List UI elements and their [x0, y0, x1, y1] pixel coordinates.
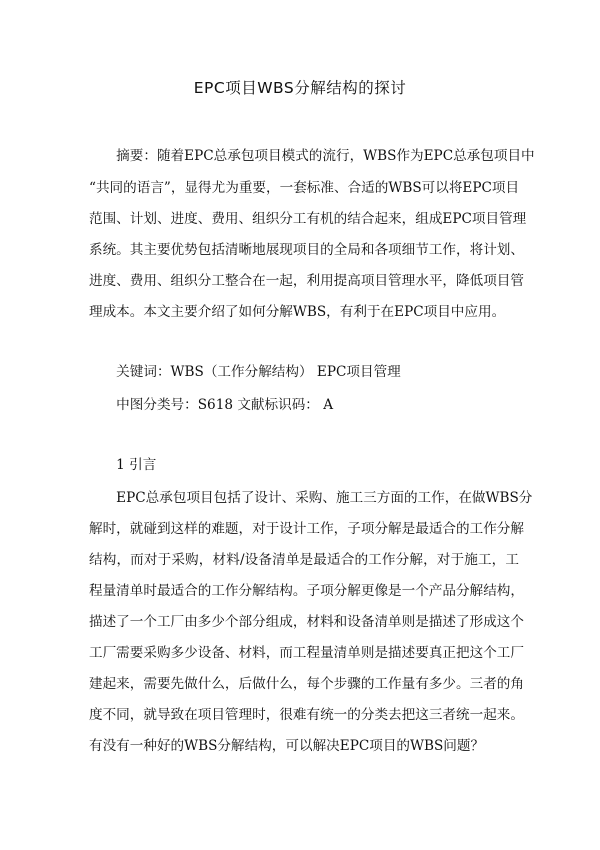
intro-line: 有没有一种好的WBS分解结构，可以解决EPC项目的WBS问题？	[89, 738, 485, 754]
abstract-line: 系统。其主要优势包括清晰地展现项目的全局和各项细节工作，将计划、	[89, 242, 524, 258]
intro-line: 工厂需要采购多少设备、材料，而工程量清单则是描述要真正把这个工厂	[89, 645, 524, 661]
intro-line: 度不同，就导致在项目管理时，很难有统一的分类去把这三者统一起来。	[89, 707, 524, 723]
intro-line: 程量清单时最适合的工作分解结构。子项分解更像是一个产品分解结构，	[89, 583, 524, 599]
keywords-line: 关键词：WBS（工作分解结构） EPC项目管理	[89, 364, 401, 380]
intro-line: 建起来，需要先做什么，后做什么，每个步骤的工作量有多少。三者的角	[89, 676, 524, 692]
abstract-line: “共同的语言”，显得尤为重要，一套标准、合适的WBS可以将EPC项目	[89, 180, 520, 196]
intro-line: 描述了一个工厂由多少个部分组成，材料和设备清单则是描述了形成这个	[89, 614, 524, 630]
document-title: EPC项目WBS分解结构的探讨	[193, 79, 407, 97]
abstract-line: 理成本。本文主要介绍了如何分解WBS，有利于在EPC项目中应用。	[89, 304, 506, 320]
intro-line: 结构，而对于采购，材料/设备清单是最适合的工作分解，对于施工，工	[89, 552, 519, 568]
section-heading: 1 引言	[89, 457, 157, 473]
abstract-line: 摘要：随着EPC总承包项目模式的流行，WBS作为EPC总承包项目中	[89, 148, 535, 164]
intro-line: 解时，就碰到这样的难题，对于设计工作，子项分解是最适合的工作分解	[89, 521, 524, 537]
classification-line: 中图分类号：S618 文献标识码： A	[89, 397, 334, 413]
abstract-line: 范围、计划、进度、费用、组织分工有机的结合起来，组成EPC项目管理	[89, 211, 527, 227]
intro-line: EPC总承包项目包括了设计、采购、施工三方面的工作，在做WBS分	[89, 490, 533, 506]
abstract-line: 进度、费用、组织分工整合在一起，利用提高项目管理水平，降低项目管	[89, 273, 524, 289]
